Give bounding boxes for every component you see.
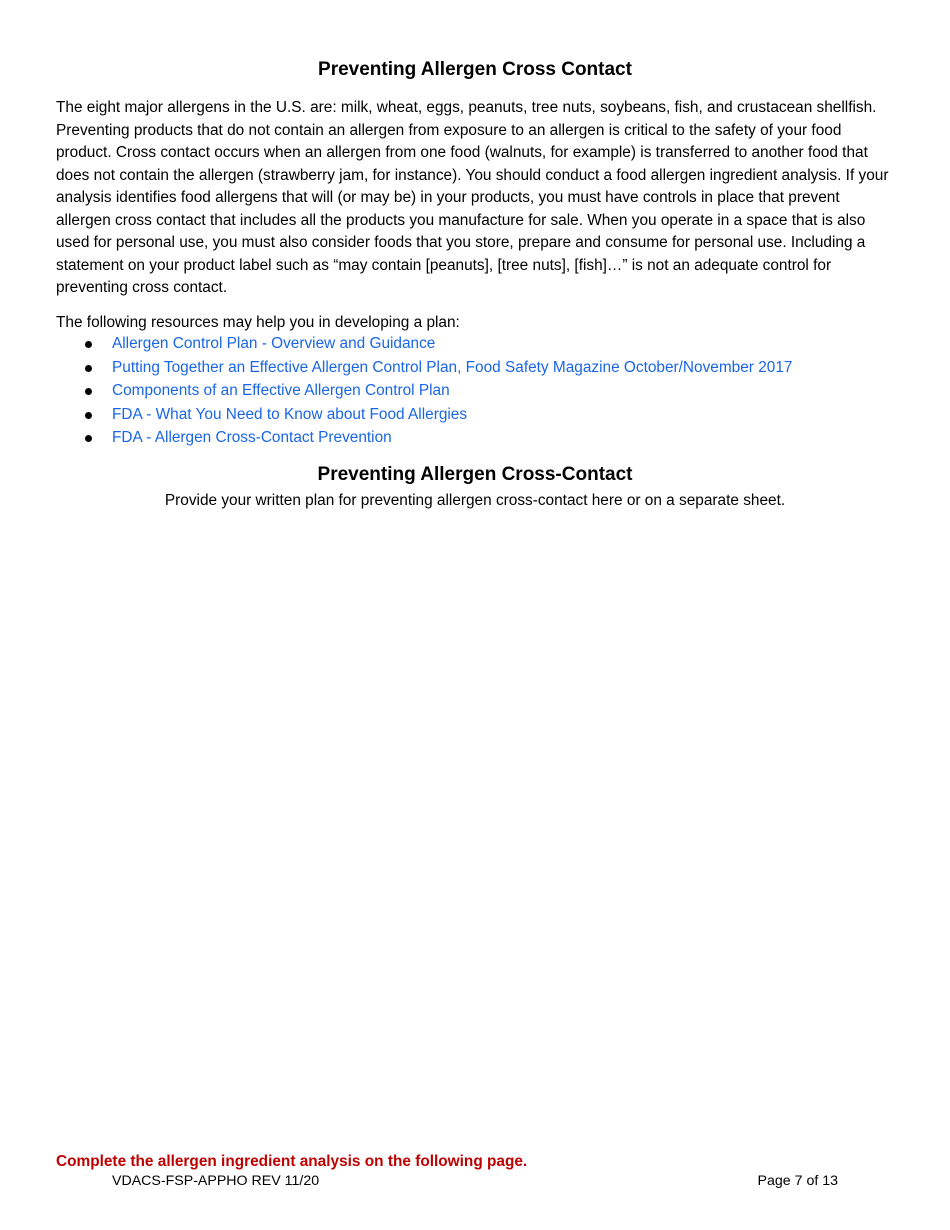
list-item [56,333,916,357]
list-item [56,357,916,381]
link-food-safety-magazine-article[interactable]: Putting Together an Effective Allergen Control Plan, Food Safety Magazine October/November 2017 [112,358,793,376]
link-allergen-control-plan-overview[interactable]: Allergen Control Plan - Overview and Guidance [112,335,436,352]
intro-paragraph: The eight major allergens in the U.S. are: milk, wheat, eggs, peanuts, tree nuts, soybeans, fish, and crustacean shellfish. Preventing products that do not contain an allergen from exposure to an allergen is critical to the safety of your food product. Cross contact occurs when an allergen from one food (walnuts, for example) is transferred to another food that does not contain the allergen (strawberry jam, for instance). You should conduct a food allergen ingredient analysis. If your analysis identifies food allergens that will (or may be) in your products, you must have controls in place that prevent allergen cross contact that includes all the products you manufacture for sale. When you operate in a space that is also used for personal use, you must also consider foods that you store, prepare and consume for personal use. Including a statement on your product label such as “may contain [peanuts], [tree nuts], [fish]…” is not an adequate control for preventing cross contact. [56,99,889,296]
page-title: Preventing Allergen Cross Contact [318,59,632,80]
bullet-icon [85,365,92,372]
bullet-icon [85,341,92,348]
link-fda-cross-contact-prevention[interactable]: FDA - Allergen Cross-Contact Prevention [112,429,392,446]
written-plan-area[interactable] [56,520,894,1140]
page-number: Page 7 of 13 [757,1173,838,1189]
list-item [56,427,916,451]
link-components-allergen-control-plan[interactable]: Components of an Effective Allergen Control Plan [112,382,450,399]
footer-note: Complete the allergen ingredient analysis on the following page. [56,1153,528,1170]
section-title: Preventing Allergen Cross-Contact [317,464,633,485]
bullet-icon [85,412,92,419]
bullet-icon [85,388,92,395]
list-item [56,404,916,428]
list-item [56,380,916,404]
bullet-icon [85,435,92,442]
form-code: VDACS-FSP-APPHO REV 11/20 [112,1173,320,1189]
resources-lead-text: The following resources may help you in developing a plan: [56,314,460,331]
instruction-text: Provide your written plan for preventing allergen cross-contact here or on a separate sheet. [164,492,786,509]
resource-list [56,333,916,451]
link-fda-food-allergies[interactable]: FDA - What You Need to Know about Food Allergies [112,405,468,423]
